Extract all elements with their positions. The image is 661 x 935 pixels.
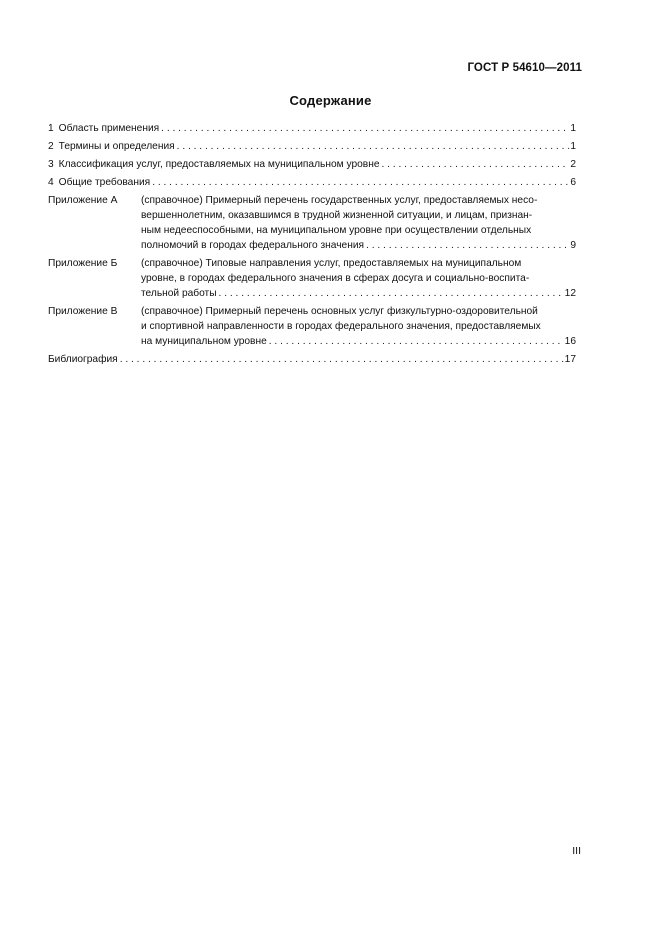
table-of-contents (48, 121, 576, 370)
toc-entry-appendix-b[interactable] (48, 256, 576, 301)
toc-entry-page: 1 (570, 141, 576, 152)
appendix-label: Приложение А (48, 195, 118, 206)
toc-entry-line: уровне, в городах федерального значения в сферах досуга и социально-воспита- (141, 273, 530, 284)
dot-leader (161, 121, 569, 136)
toc-entry-title: Библиография (48, 354, 118, 365)
toc-entry-title: полномочий в городах федерального значения (141, 240, 365, 251)
dot-leader (152, 175, 569, 190)
toc-entry-line: (справочное) Примерный перечень основных услуг физкультурно-оздоровительной (141, 306, 538, 317)
toc-entry-appendix-a[interactable] (48, 193, 576, 253)
toc-entry-page: 9 (570, 240, 576, 251)
dot-leader (177, 139, 570, 154)
dot-leader (120, 352, 564, 367)
toc-entry-number: 3 (48, 159, 54, 170)
appendix-label: Приложение Б (48, 258, 118, 269)
toc-entry-number: 1 (48, 123, 54, 134)
toc-entry-title: на муниципальном уровне (141, 336, 267, 347)
toc-entry-line: ным недееспособными, на муниципальном уровне при осуществлении отдельных (141, 225, 532, 236)
toc-entry-2[interactable] (48, 139, 576, 154)
toc-entry-4[interactable] (48, 175, 576, 190)
toc-entry-title: Классификация услуг, предоставляемых на муниципальном уровне (58, 159, 380, 170)
dot-leader (366, 238, 569, 253)
page-title: Содержание (289, 93, 372, 108)
toc-entry-appendix-v[interactable] (48, 304, 576, 349)
dot-leader (219, 286, 564, 301)
toc-entry-number: 4 (48, 177, 54, 188)
toc-entry-1[interactable] (48, 121, 576, 136)
toc-entry-page: 12 (564, 288, 576, 299)
standard-code: ГОСТ Р 54610—2011 (467, 62, 582, 74)
toc-entry-line: (справочное) Типовые направления услуг, предоставляемых на муниципальном (141, 258, 522, 269)
toc-entry-title: Область применения (58, 123, 160, 134)
toc-entry-page: 1 (570, 123, 576, 134)
toc-entry-title: Термины и определения (58, 141, 175, 152)
toc-entry-bibliography[interactable] (48, 352, 576, 367)
toc-entry-page: 16 (564, 336, 576, 347)
toc-entry-line: (справочное) Примерный перечень государственных услуг, предоставляемых несо- (141, 195, 538, 206)
toc-entry-line: вершеннолетним, оказавшимся в трудной жизненной ситуации, и лицам, признан- (141, 210, 533, 221)
toc-entry-3[interactable] (48, 157, 576, 172)
toc-entry-page: 17 (564, 354, 576, 365)
toc-entry-page: 6 (570, 177, 576, 188)
page-number: III (572, 845, 581, 857)
toc-entry-title: тельной работы (141, 288, 217, 299)
dot-leader (381, 157, 569, 172)
toc-entry-number: 2 (48, 141, 54, 152)
appendix-label: Приложение В (48, 306, 118, 317)
toc-entry-line: и спортивной направленности в городах федерального значения, предоставляемых (141, 321, 541, 332)
toc-entry-page: 2 (570, 159, 576, 170)
toc-entry-title: Общие требования (58, 177, 151, 188)
dot-leader (269, 334, 564, 349)
